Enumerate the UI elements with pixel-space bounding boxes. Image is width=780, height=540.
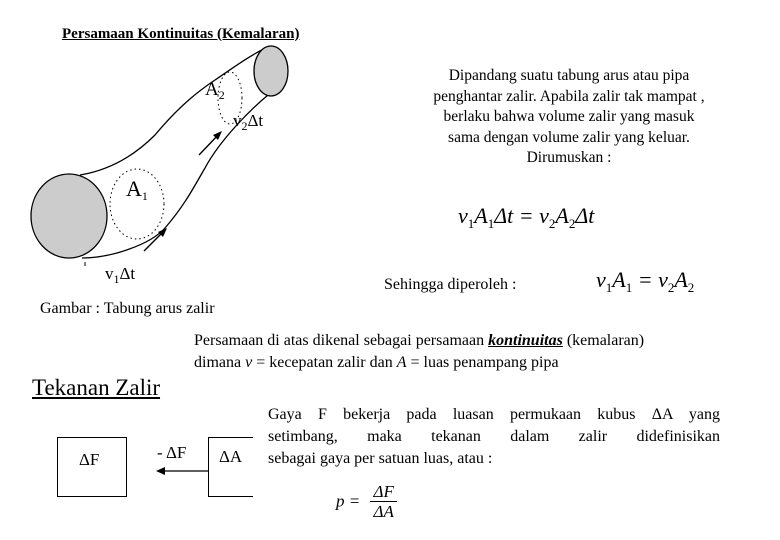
description-line: penghantar zalir. Apabila zalir tak mampat , — [433, 87, 705, 105]
force-label: ΔF — [79, 450, 100, 469]
outlet-end — [254, 46, 288, 96]
continuity-equation-volume: $v_1A_1\Delta t = v_2A_2\Delta t$ — [458, 203, 595, 231]
label-a1: $A_1$ — [126, 176, 148, 203]
description-line: Dipandang suatu tabung arus atau pipa — [448, 67, 690, 84]
pressure-text-line: setimbang, maka tekanan dalam zalir didefinisikan — [268, 428, 720, 445]
inlet-end — [31, 174, 107, 258]
continuity-note: Persamaan di atas dikenal sebagai persamaan kontinuitas (kemalaran) dimana v = kecepatan zalir dan A = luas penampang pipa — [194, 332, 645, 371]
pressure-text-line: sebagai gaya per satuan luas, atau : — [268, 450, 493, 467]
area-label: ΔA — [219, 447, 243, 466]
figure-caption: Gambar : Tabung arus zalir — [40, 300, 215, 317]
section-heading-pressure: Tekanan Zalir — [32, 375, 161, 400]
opposing-force-arrow — [155, 466, 209, 476]
pressure-fraction — [370, 482, 396, 521]
pressure-text-line: Gaya F bekerja pada luasan permukaan kubus ΔA yang — [268, 406, 720, 423]
pressure-definition-text — [268, 404, 720, 470]
result-label: Sehingga diperoleh : — [384, 276, 517, 293]
page-title: Persamaan Kontinuitas (Kemalaran) — [62, 26, 300, 42]
opposing-force-label: - ΔF — [157, 443, 187, 462]
label-v1-dt: $v_1\Delta t$ — [105, 264, 136, 286]
description-line: Dirumuskan : — [526, 149, 612, 166]
continuity-equation-result: $v_1A_1 = v_2A_2$ — [596, 267, 695, 295]
fraction-denominator: ΔA — [373, 502, 394, 521]
label-a2: $A_2$ — [205, 79, 225, 102]
flow-tube-diagram — [0, 0, 380, 300]
label-v2-dt: $v_2\Delta t$ — [233, 111, 264, 133]
description-paragraph — [374, 66, 764, 169]
description-line: sama dengan volume zalir yang keluar. — [448, 128, 690, 146]
opposing-force-box — [208, 437, 253, 497]
pressure-formula: p = $\frac{\Delta F}{\Delta A}$ — [336, 482, 397, 521]
description-line: berlaku bahwa volume zalir yang masuk — [443, 108, 695, 125]
fraction-numerator: ΔF — [370, 482, 396, 502]
